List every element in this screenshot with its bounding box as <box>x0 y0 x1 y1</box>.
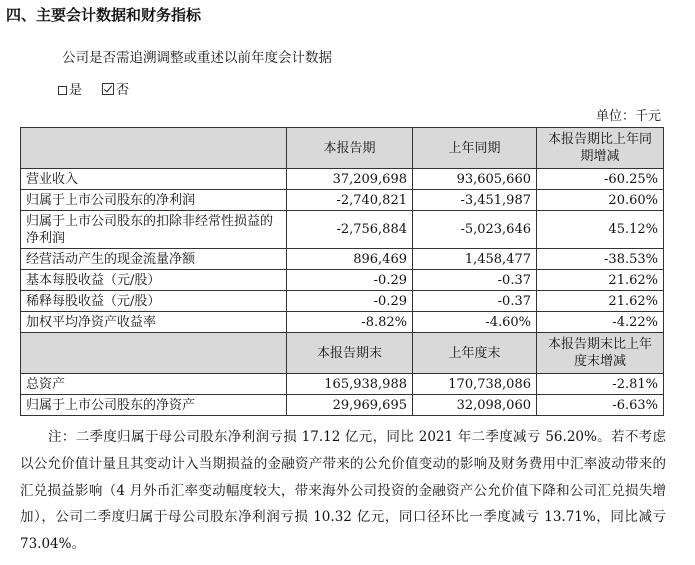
header-cell: 上年同期 <box>413 128 537 169</box>
value-cell: -8.82% <box>287 312 413 333</box>
table-row <box>21 190 664 211</box>
unchecked-box-icon <box>58 86 67 95</box>
checked-box-icon <box>102 83 114 95</box>
value-cell: -0.29 <box>287 270 413 291</box>
header-cell: 本报告期比上年同期增减 <box>537 128 664 169</box>
table-row <box>21 169 664 190</box>
value-cell: -6.63% <box>537 395 664 416</box>
value-cell: 1,458,477 <box>413 249 537 270</box>
value-cell: 45.12% <box>537 211 664 249</box>
row-label: 归属于上市公司股东的净资产 <box>21 395 287 416</box>
header-cell: 本报告期末 <box>287 333 413 374</box>
row-label: 归属于上市公司股东的扣除非经常性损益的净利润 <box>21 211 287 249</box>
table-row <box>21 249 664 270</box>
value-cell: -3,451,987 <box>413 190 537 211</box>
value-cell: 37,209,698 <box>287 169 413 190</box>
value-cell: -2.81% <box>537 374 664 395</box>
value-cell: -0.37 <box>413 270 537 291</box>
value-cell: 29,969,695 <box>287 395 413 416</box>
header-blank-cell <box>21 128 287 169</box>
choice-yes-label: 是 <box>69 83 83 98</box>
value-cell: 170,738,086 <box>413 374 537 395</box>
header-cell: 本报告期末比上年度末增减 <box>537 333 664 374</box>
value-cell: -0.29 <box>287 291 413 312</box>
table-row <box>21 395 664 416</box>
table-row <box>21 270 664 291</box>
value-cell: -38.53% <box>537 249 664 270</box>
unit-label: 单位：千元 <box>595 109 661 124</box>
header-blank-cell <box>21 333 287 374</box>
value-cell: -2,740,821 <box>287 190 413 211</box>
table-row <box>21 211 664 249</box>
value-cell: -0.37 <box>413 291 537 312</box>
value-cell: 21.62% <box>537 270 664 291</box>
financial-data-table <box>20 127 664 416</box>
value-cell: 32,098,060 <box>413 395 537 416</box>
header-cell: 上年度末 <box>413 333 537 374</box>
row-label: 稀释每股收益（元/股） <box>21 291 287 312</box>
value-cell: 20.60% <box>537 190 664 211</box>
row-label: 经营活动产生的现金流量净额 <box>21 249 287 270</box>
value-cell: 896,469 <box>287 249 413 270</box>
value-cell: -4.60% <box>413 312 537 333</box>
choice-no-label: 否 <box>116 83 130 98</box>
row-label: 归属于上市公司股东的净利润 <box>21 190 287 211</box>
row-label: 加权平均净资产收益率 <box>21 312 287 333</box>
table-header-row <box>21 128 664 169</box>
table-header-row <box>21 333 664 374</box>
value-cell: 93,605,660 <box>413 169 537 190</box>
restatement-question: 公司是否需追溯调整或重述以前年度会计数据 <box>62 50 332 66</box>
table-row <box>21 291 664 312</box>
row-label: 基本每股收益（元/股） <box>21 270 287 291</box>
restatement-choices <box>58 79 129 98</box>
value-cell: -4.22% <box>537 312 664 333</box>
row-label: 营业收入 <box>21 169 287 190</box>
value-cell: -5,023,646 <box>413 211 537 249</box>
section-title: 四、主要会计数据和财务指标 <box>6 6 202 24</box>
value-cell: 165,938,988 <box>287 374 413 395</box>
header-cell: 本报告期 <box>287 128 413 169</box>
value-cell: 21.62% <box>537 291 664 312</box>
value-cell: -60.25% <box>537 169 664 190</box>
table-row <box>21 374 664 395</box>
footnote: 注：二季度归属于母公司股东净利润亏损 17.12 亿元，同比 2021 年二季度减亏 56.20%。若不考虑以公允价值计量且其变动计入当期损益的金融资产带来的公允价值变动的影响及财务费用中汇率波动带来的汇兑损益影响（4 月外币汇率变动幅度较大，带来海外公司投资的金融资产公允价值下降和公司汇兑损失增加），公司二季度归属于母公司股东净利润亏损 10.32 亿元，同口径环比一季度减亏 13.71%，同比减亏 73.04%。 <box>20 429 666 553</box>
row-label: 总资产 <box>21 374 287 395</box>
table-row <box>21 312 664 333</box>
value-cell: -2,756,884 <box>287 211 413 249</box>
